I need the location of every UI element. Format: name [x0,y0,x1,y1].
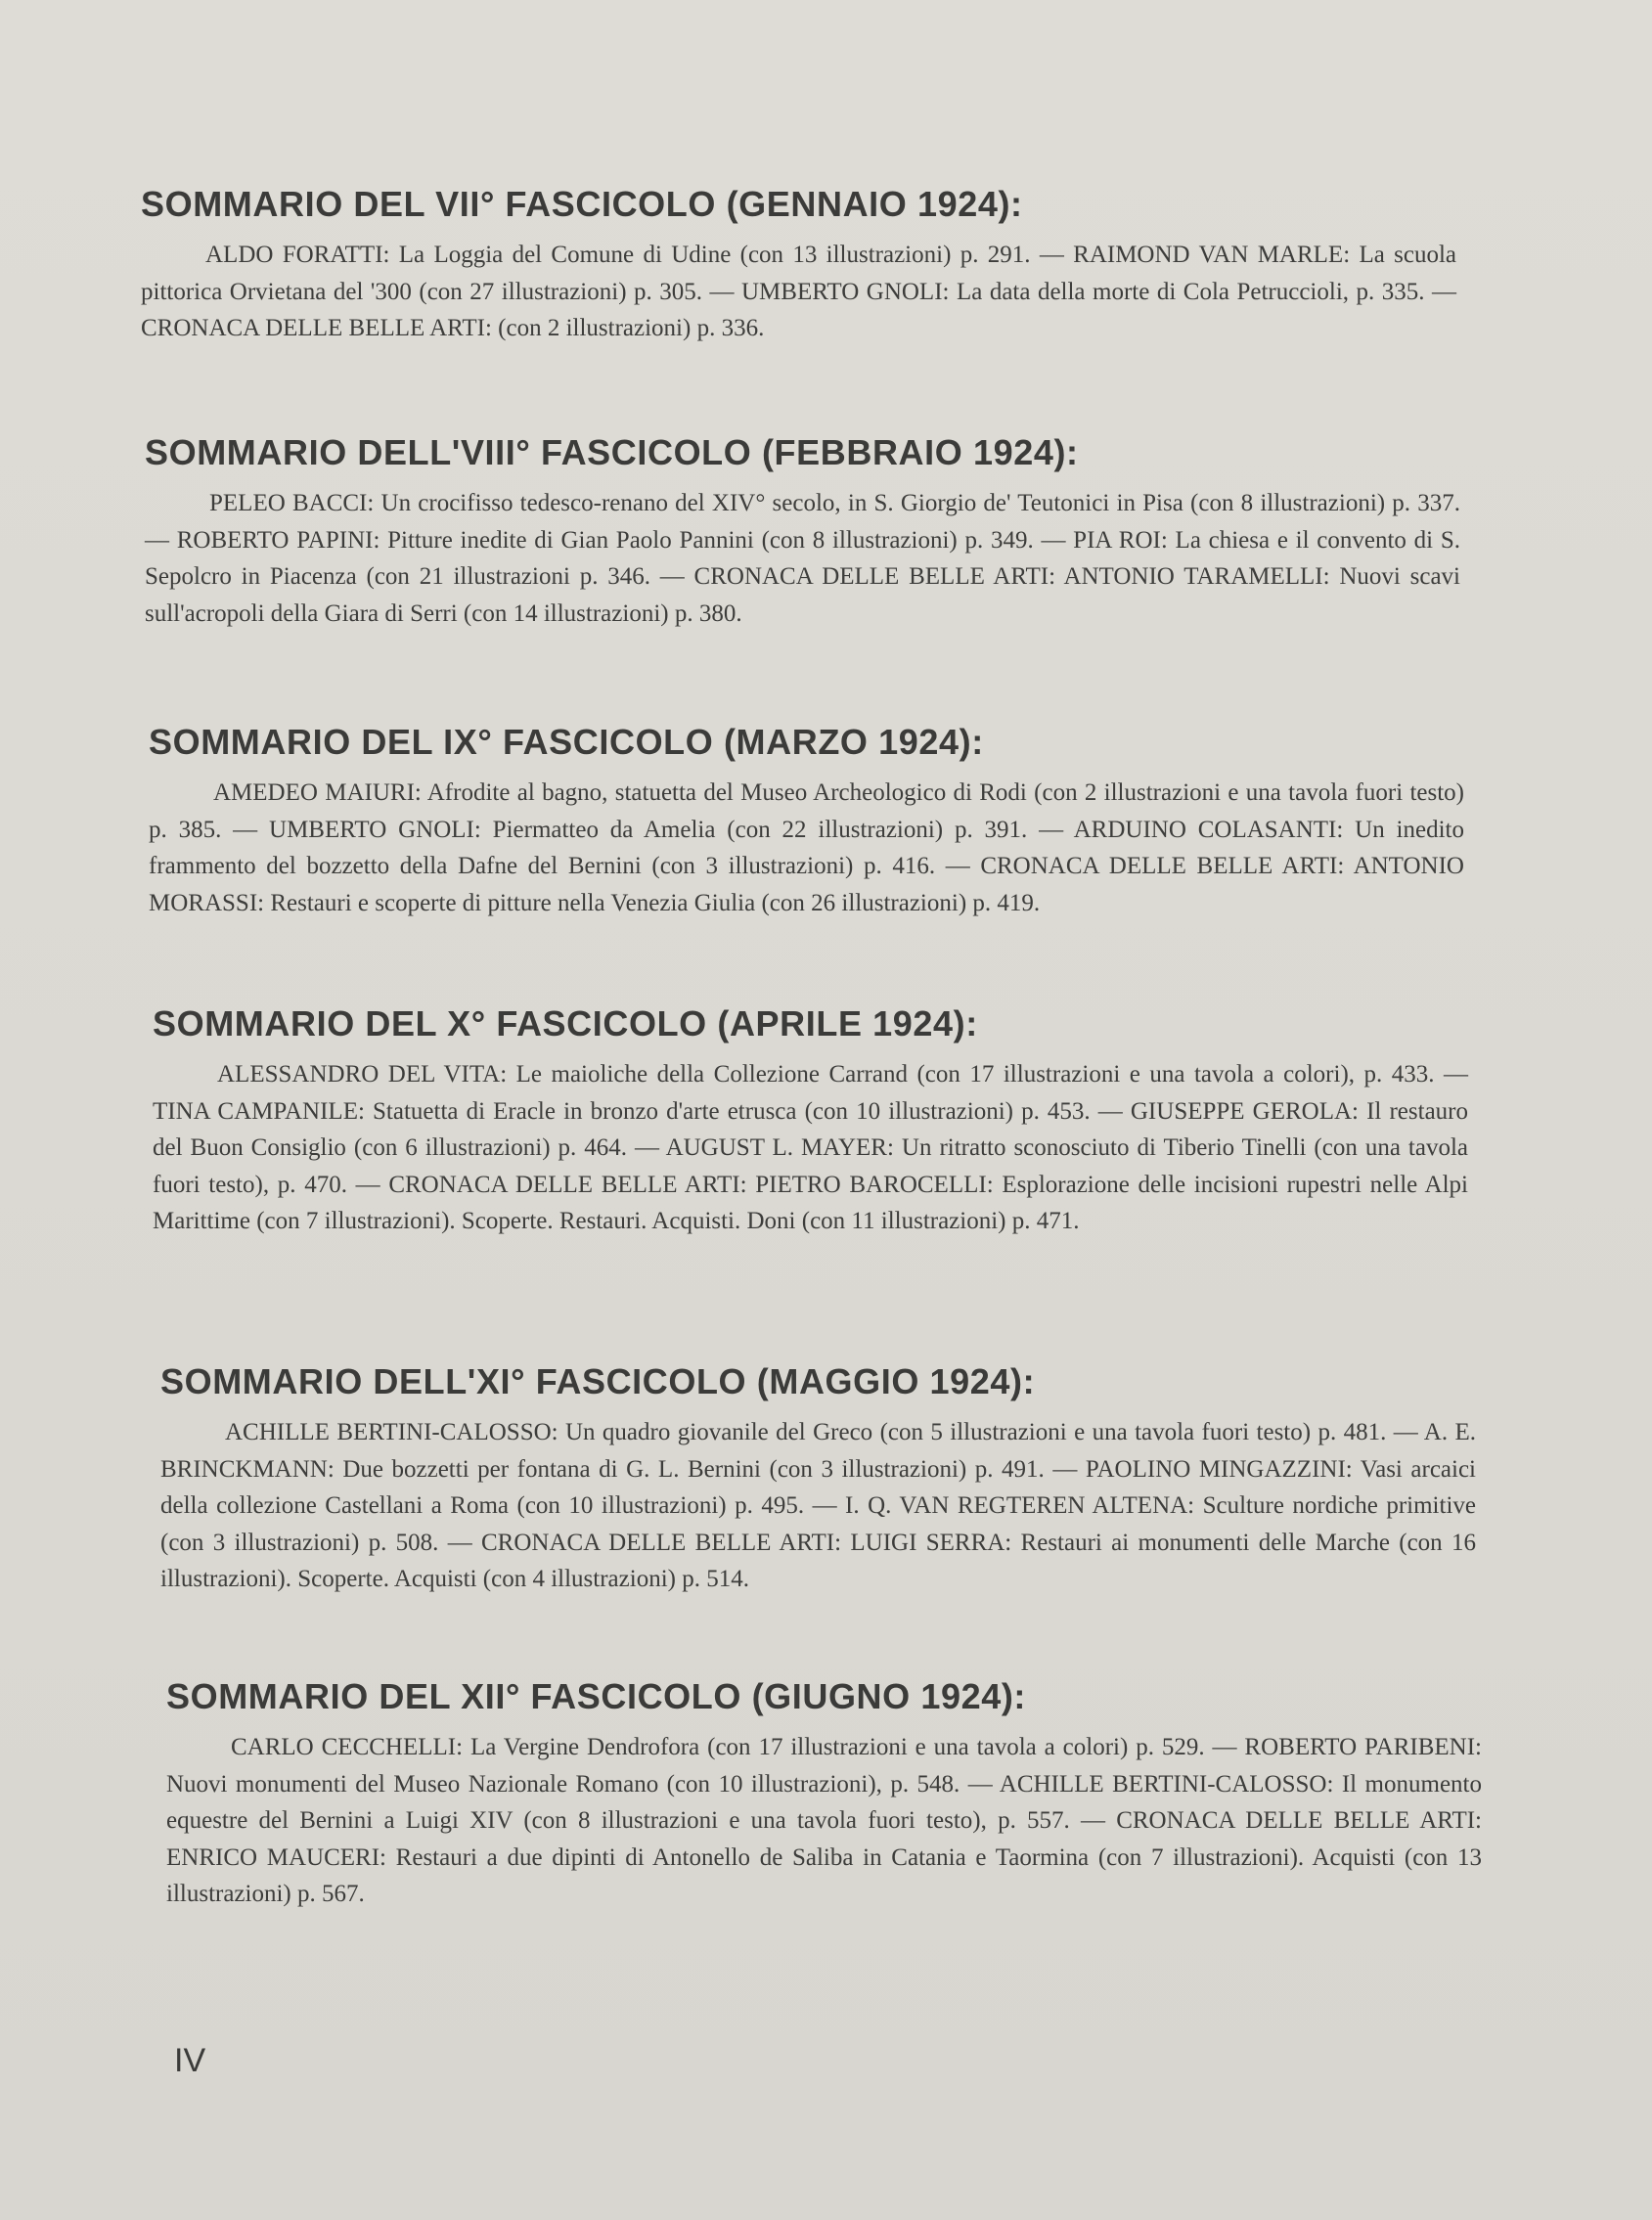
page-number: IV [174,2042,206,2079]
section-body: ACHILLE BERTINI-CALOSSO: Un quadro giovanile del Greco (con 5 illustrazioni e una tavola fuori testo) p. 481. — A. E. BRINCKMANN: Due bozzetti per fontana di G. L. Bernini (con 3 illustrazioni) p. 491. — PAOLINO MINGAZZINI: Vasi arcaici della collezione Castellani a Roma (con 10 illustrazioni) p. 495. — I. Q. VAN REGTEREN ALTENA: Sculture nordiche primitive (con 3 illustrazioni) p. 508. — CRONACA DELLE BELLE ARTI: LUIGI SERRA: Restauri ai monumenti delle Marche (con 16 illustrazioni). Scoperte. Acquisti (con 4 illustrazioni) p. 514. [160,1419,1476,1592]
section-body: PELEO BACCI: Un crocifisso tedesco-renano del XIV° secolo, in S. Giorgio de' Teutonici in Pisa (con 8 illustrazioni) p. 337. — ROBERTO PAPINI: Pitture inedite di Gian Paolo Pannini (con 8 illustrazioni) p. 349. — PIA ROI: La chiesa e il convento di S. Sepolcro in Piacenza (con 21 illustrazioni p. 346. — CRONACA DELLE BELLE ARTI: ANTONIO TARAMELLI: Nuovi scavi sull'acropoli della Giara di Serri (con 14 illustrazioni) p. 380. [145,490,1460,627]
summary-section-vii [141,184,1456,347]
summary-section-ix [149,722,1464,921]
summary-section-xi [160,1361,1476,1598]
section-body: CARLO CECCHELLI: La Vergine Dendrofora (con 17 illustrazioni e una tavola a colori) p. 529. — ROBERTO PARIBENI: Nuovi monumenti del Museo Nazionale Romano (con 10 illustrazioni), p. 548. — ACHILLE BERTINI-CALOSSO: Il monumento equestre del Bernini a Luigi XIV (con 8 illustrazioni e una tavola fuori testo), p. 557. — CRONACA DELLE BELLE ARTI: ENRICO MAUCERI: Restauri a due dipinti di Antonello de Saliba in Catania e Taormina (con 7 illustrazioni). Acquisti (con 13 illustrazioni) p. 567. [166,1734,1482,1907]
section-body: ALDO FORATTI: La Loggia del Comune di Udine (con 13 illustrazioni) p. 291. — RAIMOND VAN MARLE: La scuola pittorica Orvietana del '300 (con 27 illustrazioni) p. 305. — UMBERTO GNOLI: La data della morte di Cola Petruccioli, p. 335. — CRONACA DELLE BELLE ARTI: (con 2 illustrazioni) p. 336. [141,242,1456,341]
section-heading: SOMMARIO DEL X° FASCICOLO (APRILE 1924): [153,1003,978,1043]
section-heading: SOMMARIO DEL VII° FASCICOLO (GENNAIO 1924): [141,184,1023,224]
section-heading: SOMMARIO DELL'XI° FASCICOLO (MAGGIO 1924): [160,1361,1036,1401]
summary-section-xii [166,1676,1482,1913]
section-heading: SOMMARIO DELL'VIII° FASCICOLO (FEBBRAIO 1924): [145,432,1079,472]
summary-section-viii [145,432,1460,632]
section-body: ALESSANDRO DEL VITA: Le maioliche della Collezione Carrand (con 17 illustrazioni e una tavola a colori), p. 433. — TINA CAMPANILE: Statuetta di Eracle in bronzo d'arte etrusca (con 10 illustrazioni) p. 453. — GIUSEPPE GEROLA: Il restauro del Buon Consiglio (con 6 illustrazioni) p. 464. — AUGUST L. MAYER: Un ritratto sconosciuto di Tiberio Tinelli (con una tavola fuori testo), p. 470. — CRONACA DELLE BELLE ARTI: PIETRO BAROCELLI: Esplorazione delle incisioni rupestri nelle Alpi Marittime (con 7 illustrazioni). Scoperte. Restauri. Acquisti. Doni (con 11 illustrazioni) p. 471. [153,1061,1468,1234]
summary-section-x [153,1003,1468,1240]
section-heading: SOMMARIO DEL IX° FASCICOLO (MARZO 1924): [149,722,984,762]
section-heading: SOMMARIO DEL XII° FASCICOLO (GIUGNO 1924): [166,1676,1027,1716]
section-body: AMEDEO MAIURI: Afrodite al bagno, statuetta del Museo Archeologico di Rodi (con 2 illustrazioni e una tavola fuori testo) p. 385. — UMBERTO GNOLI: Piermatteo da Amelia (con 22 illustrazioni) p. 391. — ARDUINO COLASANTI: Un inedito frammento del bozzetto della Dafne del Bernini (con 3 illustrazioni) p. 416. — CRONACA DELLE BELLE ARTI: ANTONIO MORASSI: Restauri e scoperte di pitture nella Venezia Giulia (con 26 illustrazioni) p. 419. [149,779,1464,916]
